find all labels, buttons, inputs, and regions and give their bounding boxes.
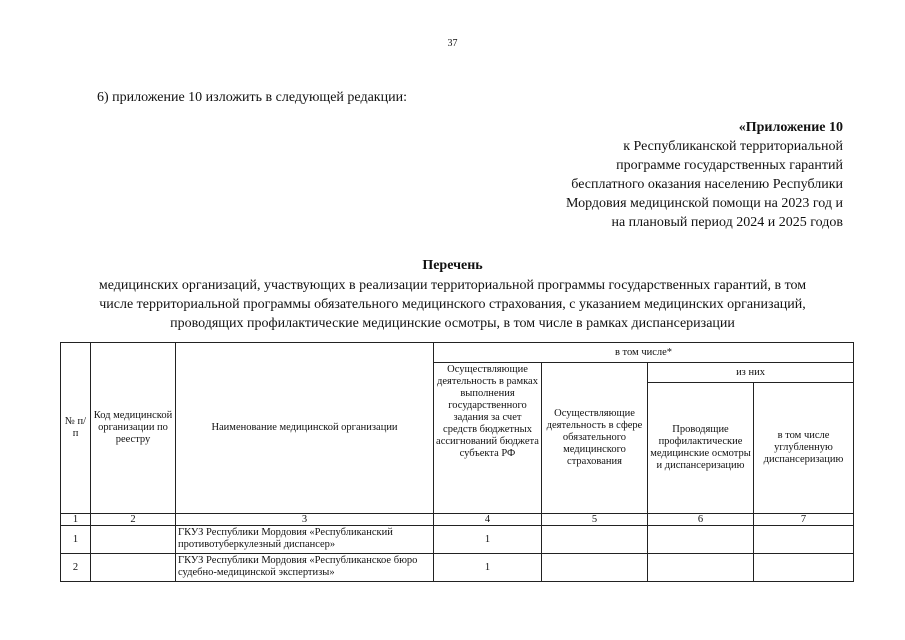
appendix-line: бесплатного оказания населению Республики (571, 177, 843, 192)
list-heading: Перечень (422, 258, 483, 273)
row-num: 1 (61, 526, 91, 554)
appendix-line: на плановый период 2024 и 2025 годов (611, 215, 843, 230)
organizations-table (60, 342, 854, 582)
subheading-line: числе территориальной программы обязательного медицинского страхования, с указанием медицинских организаций, (99, 297, 806, 312)
table-row (61, 526, 854, 554)
appendix-line: программе государственных гарантий (616, 158, 843, 173)
header-including: в том числе* (434, 343, 854, 363)
intro-text: 6) приложение 10 изложить в следующей редакции: (97, 90, 407, 105)
header-of-them: из них (648, 363, 854, 383)
row-name: ГКУЗ Республики Мордовия «Республиканское бюро судебно-медицинской экспертизы» (176, 554, 434, 582)
row-name: ГКУЗ Республики Мордовия «Республиканский противотуберкулезный диспансер» (176, 526, 434, 554)
row-in-depth (754, 554, 854, 582)
column-number: 5 (542, 514, 648, 526)
header-in-depth: в том числе углубленную диспансеризацию (754, 383, 854, 514)
row-prophylactic (648, 554, 754, 582)
column-number: 3 (176, 514, 434, 526)
subheading-line: медицинских организаций, участвующих в реализации территориальной программы государственных гарантий, в том (98, 278, 807, 293)
header-budget: Осуществляющие деятельность в рамках выполнения государственного задания за счет средств бюджетных ассигнований бюджета субъекта РФ (434, 363, 542, 514)
row-in-depth (754, 526, 854, 554)
header-name: Наименование медицинской организации (176, 343, 434, 514)
header-num: № п/п (61, 343, 91, 514)
appendix-line: Мордовия медицинской помощи на 2023 год и (565, 196, 843, 211)
appendix-block (503, 118, 843, 232)
row-code (91, 554, 176, 582)
column-number: 1 (61, 514, 91, 526)
appendix-title: «Приложение 10 (738, 120, 843, 135)
subheading-line: проводящих профилактические медицинские осмотры, в том числе в рамках диспансеризации (170, 316, 735, 331)
row-oms (542, 554, 648, 582)
row-prophylactic (648, 526, 754, 554)
row-budget: 1 (434, 554, 542, 582)
page-number: 37 (447, 38, 458, 49)
appendix-line: к Республиканской территориальной (623, 139, 843, 154)
row-num: 2 (61, 554, 91, 582)
table-row (61, 554, 854, 582)
column-number: 4 (434, 514, 542, 526)
column-number: 6 (648, 514, 754, 526)
column-number: 7 (754, 514, 854, 526)
header-oms: Осуществляющие деятельность в сфере обязательного медицинского страхования (542, 363, 648, 514)
header-code: Код медицинской организации по реестру (91, 343, 176, 514)
row-code (91, 526, 176, 554)
row-budget: 1 (434, 526, 542, 554)
row-oms (542, 526, 648, 554)
list-subheading (40, 276, 865, 333)
column-number: 2 (91, 514, 176, 526)
header-prophylactic: Проводящие профилактические медицинские осмотры и диспансеризацию (648, 383, 754, 514)
